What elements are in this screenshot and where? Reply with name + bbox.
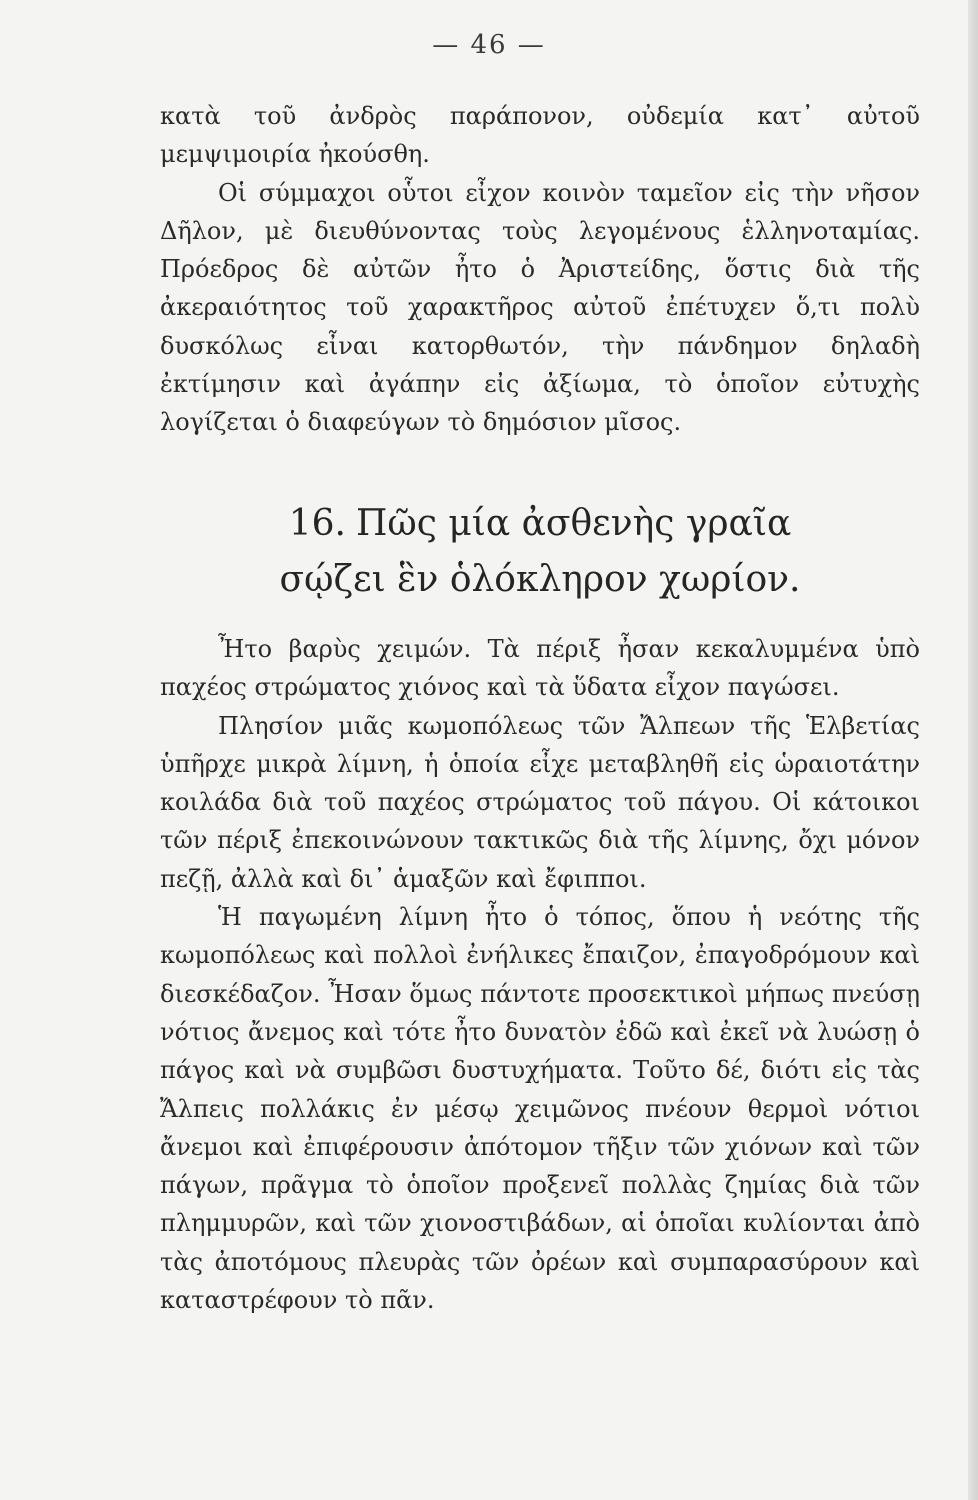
- heading-title-line-1: Πῶς μία ἀσθενὴς γραῖα: [355, 503, 792, 544]
- heading-line-2: σῴζει ἓν ὁλόκληρον χωρίον.: [279, 559, 801, 600]
- page-number: — 46 —: [432, 30, 546, 60]
- paragraph: Οἱ σύμμαχοι οὗτοι εἶχον κοινὸν ταμεῖον εἰς τὴν νῆσον Δῆλον, μὲ διευθύνοντας τοὺς λεγομένους ἑλληνοταμίας. Πρόεδρος δὲ αὐτῶν ἦτο ὁ Ἀριστείδης, ὅστις διὰ τῆς ἀκεραιότητος τοῦ χαρακτῆρος αὐτοῦ ἐπέτυχεν ὅ,τι πολὺ δυσκόλως εἶναι κατορθωτόν, τὴν πάνδημον δηλαδὴ ἐκτίμησιν καὶ ἀγάπην εἰς ἀξίωμα, τὸ ὁποῖον εὐτυχὴς λογίζεται ὁ διαφεύγων τὸ δημόσιον μῖσος.: [160, 178, 920, 437]
- page-edge: [968, 0, 978, 1500]
- paragraph: Ἦτο βαρὺς χειμών. Τὰ πέριξ ἦσαν κεκαλυμμένα ὑπὸ παχέος στρώματος χιόνος καὶ τὰ ὕδατα εἶχον παγώσει.: [160, 635, 920, 702]
- paragraph: Ἡ παγωμένη λίμνη ἦτο ὁ τόπος, ὅπου ἡ νεότης τῆς κωμοπόλεως καὶ πολλοὶ ἐνήλικες ἔπαιζον, ἐπαγοδρόμουν καὶ διεσκέδαζον. Ἦσαν ὅμως πάντοτε προσεκτικοὶ μήπως πνεύσῃ νότιος ἄνεμος καὶ τότε ἦτο δυνατὸν ἐδῶ καὶ ἐκεῖ νὰ λυώσῃ ὁ πάγος καὶ νὰ συμβῶσι δυστυχήματα. Τοῦτο δέ, διότι εἰς τὰς Ἄλπεις πολλάκις ἐν μέσῳ χειμῶνος πνέουν θερμοὶ νότιοι ἄνεμοι καὶ ἐπιφέρουσιν ἀπότομον τῆξιν τῶν χιόνων καὶ τῶν πάγων, πρᾶγμα τὸ ὁποῖον προξενεῖ πολλὰς ζημίας διὰ τῶν πλημμυρῶν, καὶ τῶν χιονοστιβάδων, αἱ ὁποῖαι κυλίονται ἀπὸ τὰς ἀποτόμους πλευρὰς τῶν ὀρέων καὶ συμπαρασύρουν καὶ καταστρέφουν τὸ πᾶν.: [160, 903, 920, 1315]
- section-heading: [160, 496, 920, 608]
- section-number: 16.: [288, 503, 346, 544]
- paragraph: Πλησίον μιᾶς κωμοπόλεως τῶν Ἄλπεων τῆς Ἑλβετίας ὑπῆρχε μικρὰ λίμνη, ἡ ὁποία εἶχε μεταβληθῆ εἰς ὡραιοτάτην κοιλάδα διὰ τοῦ παχέος στρώματος τοῦ πάγου. Οἱ κάτοικοι τῶν πέριξ ἐπεκοινώνουν τακτικῶς διὰ τῆς λίμνης, ὄχι μόνον πεζῇ, ἀλλὰ καὶ δι᾽ ἁμαξῶν καὶ ἔφιπποι.: [160, 711, 920, 893]
- text-block-top: [160, 97, 920, 442]
- paragraph-continued: κατὰ τοῦ ἀνδρὸς παράπονον, οὐδεμία κατ᾽ αὐτοῦ μεμψιμοιρία ἠκούσθη.: [160, 102, 920, 169]
- heading-line-1: [160, 496, 920, 552]
- text-block-bottom: [160, 630, 920, 1319]
